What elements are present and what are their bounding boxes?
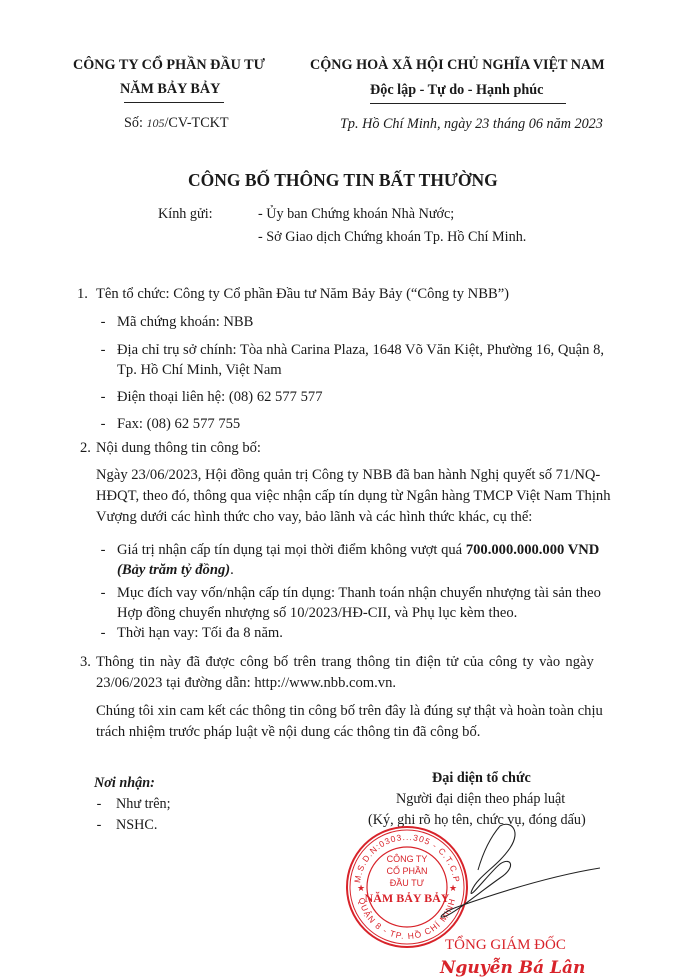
- section-2-paragraph-line: Vượng dưới các hình thức cho vay, bảo lãnh và các hình thức khác, cụ thể:: [96, 509, 533, 525]
- company-name-line1: CÔNG TY CỔ PHẦN ĐẦU TƯ: [73, 57, 265, 73]
- motto-underline: [370, 103, 566, 104]
- bullet-dash: -: [100, 625, 106, 641]
- section-2-heading: Nội dung thông tin công bố:: [96, 440, 261, 456]
- head-office-address: Địa chỉ trụ sở chính: Tòa nhà Carina Plaza, 1648 Võ Văn Kiệt, Phường 16, Quận 8,: [117, 342, 605, 358]
- stock-code: Mã chứng khoán: NBB: [117, 314, 254, 330]
- svg-text:QUẬN 8 - TP. HỒ CHÍ MINH: QUẬN 8 - TP. HỒ CHÍ MINH: [356, 896, 458, 942]
- recipients-label: Kính gửi:: [158, 206, 213, 222]
- nation-title: CỘNG HOÀ XÃ HỘI CHỦ NGHĨA VIỆT NAM: [310, 57, 605, 73]
- section-3-line2-end: .: [392, 675, 397, 691]
- head-office-address-cont: Tp. Hồ Chí Minh, Việt Nam: [117, 362, 282, 378]
- svg-text:★: ★: [356, 883, 366, 893]
- section-2-paragraph-line: HĐQT, theo đó, thông qua việc nhận cấp tín dụng từ Ngân hàng TMCP Việt Nam Thịnh: [96, 488, 611, 504]
- footer-recipients-label: Nơi nhận:: [94, 775, 155, 791]
- credit-value-amount: 700.000.000.000 VND: [465, 542, 600, 558]
- doc-number-suffix: /CV-TCKT: [164, 115, 229, 131]
- bullet-dash: -: [100, 342, 106, 358]
- company-underline: [124, 102, 224, 103]
- signer-position: TỔNG GIÁM ĐỐC: [445, 937, 566, 953]
- org-representative-label: Đại diện tổ chức: [432, 770, 531, 786]
- footer-recipient-item: Như trên;: [116, 796, 171, 812]
- fax-number: Fax: (08) 62 577 755: [117, 416, 241, 432]
- svg-text:M.S.D.N:0303...305 - C.T.C.P: M.S.D.N:0303...305 - C.T.C.P: [352, 831, 462, 884]
- section-3-line1: Thông tin này đã được công bố trên trang thông tin điện tử của công ty vào ngày: [96, 654, 594, 670]
- section-2-paragraph-line: Ngày 23/06/2023, Hội đồng quản trị Công ty NBB đã ban hành Nghị quyết số 71/NQ-: [96, 467, 601, 483]
- doc-number-label: Số:: [124, 115, 143, 131]
- bullet-dash: -: [96, 817, 102, 833]
- svg-text:ĐẦU TƯ: ĐẦU TƯ: [389, 878, 425, 888]
- national-motto: Độc lập - Tự do - Hạnh phúc: [370, 82, 544, 98]
- svg-text:CÔNG TY: CÔNG TY: [386, 854, 428, 864]
- handwritten-signature: [360, 820, 600, 930]
- bullet-dash: -: [100, 542, 106, 558]
- footer-recipient-item: NSHC.: [116, 817, 158, 833]
- bullet-dash: -: [100, 585, 106, 601]
- credit-value: [117, 542, 599, 559]
- loan-term: Thời hạn vay: Tối đa 8 năm.: [117, 625, 283, 641]
- credit-value-words-line: [117, 562, 234, 579]
- section-3-number: 3.: [80, 654, 91, 670]
- bullet-dash: -: [100, 389, 106, 405]
- bullet-dash: -: [100, 314, 106, 330]
- loan-purpose-cont: Hợp đồng chuyển nhượng số 10/2023/HĐ-CII, và Phụ lục kèm theo.: [117, 605, 518, 621]
- credit-value-end: .: [230, 562, 234, 578]
- commitment-line: Chúng tôi xin cam kết các thông tin công bố trên đây là đúng sự thật và hoàn toàn chịu: [96, 703, 603, 719]
- section-1-number: 1.: [77, 286, 88, 302]
- commitment-line: trách nhiệm trước pháp luật về nội dung các thông tin đã công bố.: [96, 724, 481, 740]
- company-name-line2: NĂM BẢY BẢY: [120, 81, 221, 97]
- section-3-line2-prefix: 23/06/2023 tại đường dẫn:: [96, 675, 255, 691]
- signer-name: Nguyễn Bá Lân: [440, 958, 586, 978]
- svg-text:NĂM BẢY BẢY: NĂM BẢY BẢY: [364, 891, 450, 905]
- recipient-item: - Ủy ban Chứng khoán Nhà Nước;: [258, 206, 455, 222]
- bullet-dash: -: [96, 796, 102, 812]
- credit-value-words: (Bảy trăm tỷ đồng): [117, 562, 231, 578]
- company-website-link[interactable]: http://www.nbb.com.vn: [254, 675, 393, 691]
- doc-number-handwritten: 105: [146, 116, 165, 130]
- credit-value-prefix: Giá trị nhận cấp tín dụng tại mọi thời điểm không vượt quá: [117, 542, 466, 558]
- section-3-line2: [96, 675, 396, 692]
- section-2-number: 2.: [80, 440, 91, 456]
- section-1-heading: Tên tổ chức: Công ty Cổ phần Đầu tư Năm Bảy Bảy (“Công ty NBB”): [96, 286, 510, 302]
- document-number: [124, 115, 229, 132]
- recipient-item: - Sở Giao dịch Chứng khoán Tp. Hồ Chí Minh.: [258, 229, 527, 245]
- loan-purpose: Mục đích vay vốn/nhận cấp tín dụng: Thanh toán nhận chuyển nhượng tài sản theo: [117, 585, 601, 601]
- legal-representative-label: Người đại diện theo pháp luật: [396, 791, 566, 807]
- bullet-dash: -: [100, 416, 106, 432]
- place-date: Tp. Hồ Chí Minh, ngày 23 tháng 06 năm 2023: [340, 116, 603, 132]
- document-title: CÔNG BỐ THÔNG TIN BẤT THƯỜNG: [188, 170, 498, 190]
- svg-text:★: ★: [448, 883, 458, 893]
- svg-text:CỔ PHẦN: CỔ PHẦN: [386, 866, 428, 876]
- signature-instruction: (Ký, ghi rõ họ tên, chức vụ, đóng dấu): [368, 812, 586, 828]
- contact-phone: Điện thoại liên hệ: (08) 62 577 577: [117, 389, 323, 405]
